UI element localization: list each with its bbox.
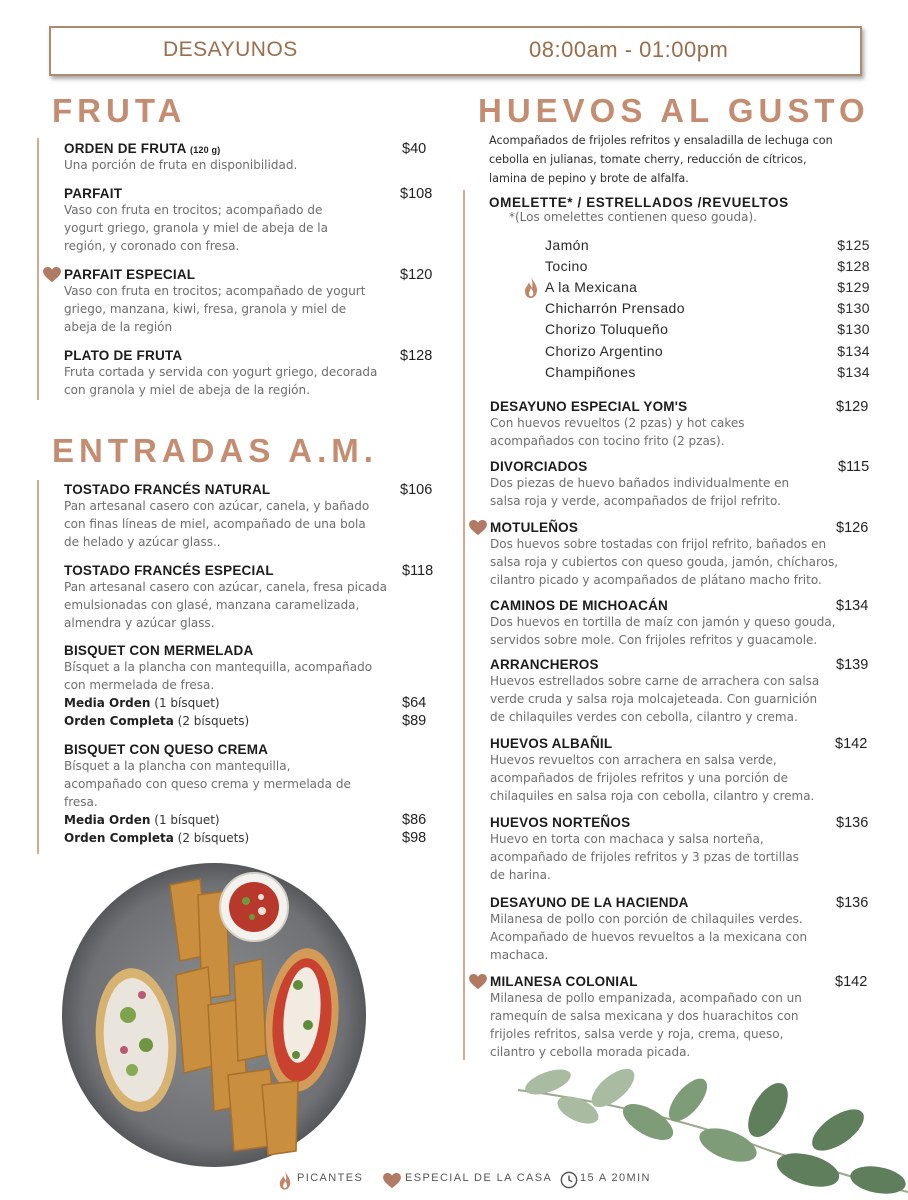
item-description: Huevos estrellados sobre carne de arrachera con salsa verde cruda y salsa roja molcajeteada. Con guarnición de chilaquiles verdes con cebolla, cilantro y crema.: [490, 674, 820, 724]
heart-icon: [43, 267, 61, 283]
item-description: Huevo en torta con machaca y salsa norteña, acompañado de frijoles refritos y 3 pzas de tortillas de harina.: [490, 832, 799, 882]
item-price: $40: [402, 141, 427, 157]
heart-icon: [469, 974, 487, 990]
item-price: $142: [835, 736, 868, 752]
egg-style-row: Jamón $125: [545, 237, 870, 253]
menu-item: [490, 520, 870, 589]
item-option: Orden Completa (2 bísquets) $98: [64, 830, 427, 846]
item-price: $120: [400, 267, 433, 283]
menu-item: [490, 657, 870, 726]
entradas-divider: [37, 480, 39, 854]
item-price: $126: [836, 520, 869, 536]
item-name: TOSTADO FRANCÉS NATURAL: [64, 482, 271, 497]
egg-style-price: $129: [837, 279, 870, 295]
egg-style-row: Chorizo Toluqueño $130: [545, 321, 870, 337]
plate-photo: [58, 855, 370, 1167]
egg-style-row: Champiñones $134: [545, 364, 870, 380]
menu-item: [64, 643, 434, 730]
section-title-entradas: ENTRADAS A.M.: [52, 432, 378, 469]
menu-item: [64, 563, 434, 632]
legend-time: 15 A 20MIN: [580, 1172, 651, 1184]
item-name: BISQUET CON MERMELADA: [64, 643, 254, 658]
egg-style-price: $128: [837, 258, 870, 274]
item-name: BISQUET CON QUESO CREMA: [64, 742, 269, 757]
menu-item: [64, 742, 434, 847]
heart-icon: [383, 1173, 401, 1189]
menu-item: [490, 895, 870, 964]
egg-style-price: $134: [837, 364, 870, 380]
egg-style-price: $125: [837, 237, 870, 253]
menu-item: [490, 736, 870, 805]
clock-icon: [560, 1171, 578, 1189]
egg-style-price: $134: [837, 343, 870, 359]
item-description: Dos piezas de huevo bañados individualmente en salsa roja y verde, acompañados de frijol refrito.: [490, 476, 790, 508]
menu-item: [490, 598, 870, 649]
menu-item: [64, 348, 434, 399]
section-title-fruta: FRUTA: [52, 92, 187, 129]
item-description: Pan artesanal casero con azúcar, canela, fresa picada emulsionadas con glasé, manzana caramelizada, almendra y azúcar glass.: [64, 580, 387, 630]
item-name: ORDEN DE FRUTA (120 g): [64, 141, 221, 156]
item-name: HUEVOS ALBAÑIL: [490, 736, 613, 751]
item-name: HUEVOS NORTEÑOS: [490, 815, 631, 830]
egg-style-row: Chicharrón Prensado $130: [545, 300, 870, 316]
item-description: Vaso con fruta en trocitos; acompañado de yogurt griego, manzana, kiwi, fresa, granola y miel de abeja de la región: [64, 284, 366, 334]
item-name: DIVORCIADOS: [490, 459, 588, 474]
item-description: Una porción de fruta en disponibilidad.: [64, 158, 298, 172]
item-price: $128: [400, 348, 433, 364]
item-name: PLATO DE FRUTA: [64, 348, 183, 363]
huevos-divider: [463, 190, 465, 1060]
item-name: PARFAIT ESPECIAL: [64, 267, 196, 282]
item-option: Media Orden (1 bísquet) $64: [64, 695, 427, 711]
item-name: DESAYUNO DE LA HACIENDA: [490, 895, 689, 910]
menu-item: [64, 186, 434, 255]
heart-icon: [469, 520, 487, 536]
item-description: Bísquet a la plancha con mantequilla, acompañado con mermelada de fresa.: [64, 660, 373, 692]
menu-item: [490, 815, 870, 884]
item-name: MILANESA COLONIAL: [490, 974, 638, 989]
item-price: $129: [836, 399, 869, 415]
huevos-intro: Acompañados de frijoles refritos y ensaladilla de lechuga con cebolla en julianas, tomate cherry, reducción de cítricos, lamina de pepino y brote de alfalfa.: [489, 134, 833, 185]
item-description: Dos huevos sobre tostadas con frijol refrito, bañados en salsa roja y cubiertos con queso gouda, jamón, chícharos, cilantro picado y acompañados de plátano macho frito.: [490, 537, 839, 587]
meal-title: DESAYUNOS: [163, 38, 298, 61]
service-hours: 08:00am - 01:00pm: [529, 37, 729, 62]
item-description: Milanesa de pollo empanizada, acompañado con un ramequín de salsa mexicana y dos huarachitos con frijoles refritos, salsa verde y roja, crema, queso, cilantro y cebolla morada picada.: [490, 991, 802, 1059]
item-price: $136: [836, 815, 869, 831]
item-description: Huevos revueltos con arrachera en salsa verde, acompañados de frijoles refritos y una porción de chilaquiles en salsa roja con cebolla, cilantro y crema.: [490, 753, 815, 803]
option-price: $89: [402, 713, 427, 729]
menu-item: [490, 974, 870, 1061]
egg-style-price: $130: [837, 321, 870, 337]
omelette-heading: OMELETTE* / ESTRELLADOS /REVUELTOS: [489, 195, 789, 210]
egg-style-row: A la Mexicana $129: [545, 279, 870, 295]
menu-item: [490, 399, 870, 450]
menu-item: [64, 482, 434, 551]
item-price: $108: [400, 186, 433, 202]
item-description: Dos huevos en tortilla de maíz con jamón y queso gouda, servidos sobre mole. Con frijoles refritos y guacamole.: [490, 615, 836, 647]
item-description: Con huevos revueltos (2 pzas) y hot cakes acompañados con tocino frito (2 pzas).: [490, 416, 745, 448]
egg-style-row: Chorizo Argentino $134: [545, 343, 870, 359]
item-name: DESAYUNO ESPECIAL YOM'S: [490, 399, 688, 414]
section-title-huevos: HUEVOS AL GUSTO: [478, 92, 870, 129]
item-price: $118: [402, 563, 434, 579]
hours-banner: [49, 26, 862, 76]
menu-item: [490, 459, 870, 510]
item-option: Orden Completa (2 bísquets) $89: [64, 713, 427, 729]
option-price: $86: [402, 812, 427, 828]
item-price: $136: [836, 895, 869, 911]
omelette-note: *(Los omelettes contienen queso gouda).: [509, 210, 757, 224]
option-price: $98: [402, 830, 427, 846]
item-name: ARRANCHEROS: [490, 657, 599, 672]
item-name: CAMINOS DE MICHOACÁN: [490, 598, 668, 613]
legend-spicy: PICANTES: [297, 1172, 364, 1184]
legend-special: ESPECIAL DE LA CASA: [405, 1172, 553, 1184]
item-price: $106: [400, 482, 433, 498]
item-description: Fruta cortada y servida con yogurt griego, decorada con granola y miel de abeja de la región.: [64, 365, 378, 397]
menu-item: [64, 141, 434, 174]
item-description: Pan artesanal casero con azúcar, canela, y bañado con finas líneas de miel, acompañado de una bola de helado y azúcar glass..: [64, 499, 370, 549]
item-price: $115: [838, 459, 870, 475]
item-price: $139: [836, 657, 869, 673]
item-name: TOSTADO FRANCÉS ESPECIAL: [64, 563, 274, 578]
menu-item: [64, 267, 434, 336]
egg-style-price: $130: [837, 300, 870, 316]
flame-icon: [278, 1170, 292, 1190]
flame-icon: [523, 276, 539, 298]
item-description: Milanesa de pollo con porción de chilaquiles verdes. Acompañado de huevos revueltos a la mexicana con machaca.: [490, 912, 808, 962]
option-price: $64: [402, 695, 427, 711]
item-description: Vaso con fruta en trocitos; acompañado de yogurt griego, granola y miel de abeja de la región, y coronado con fresa.: [64, 203, 328, 253]
item-name: MOTULEÑOS: [490, 520, 579, 535]
item-name: PARFAIT: [64, 186, 123, 201]
fruta-divider: [37, 138, 39, 400]
egg-style-row: Tocino $128: [545, 258, 870, 274]
item-price: $134: [836, 598, 869, 614]
item-option: Media Orden (1 bísquet) $86: [64, 812, 427, 828]
item-price: $142: [835, 974, 868, 990]
item-description: Bísquet a la plancha con mantequilla, acompañado con queso crema y mermelada de fresa.: [64, 759, 351, 809]
